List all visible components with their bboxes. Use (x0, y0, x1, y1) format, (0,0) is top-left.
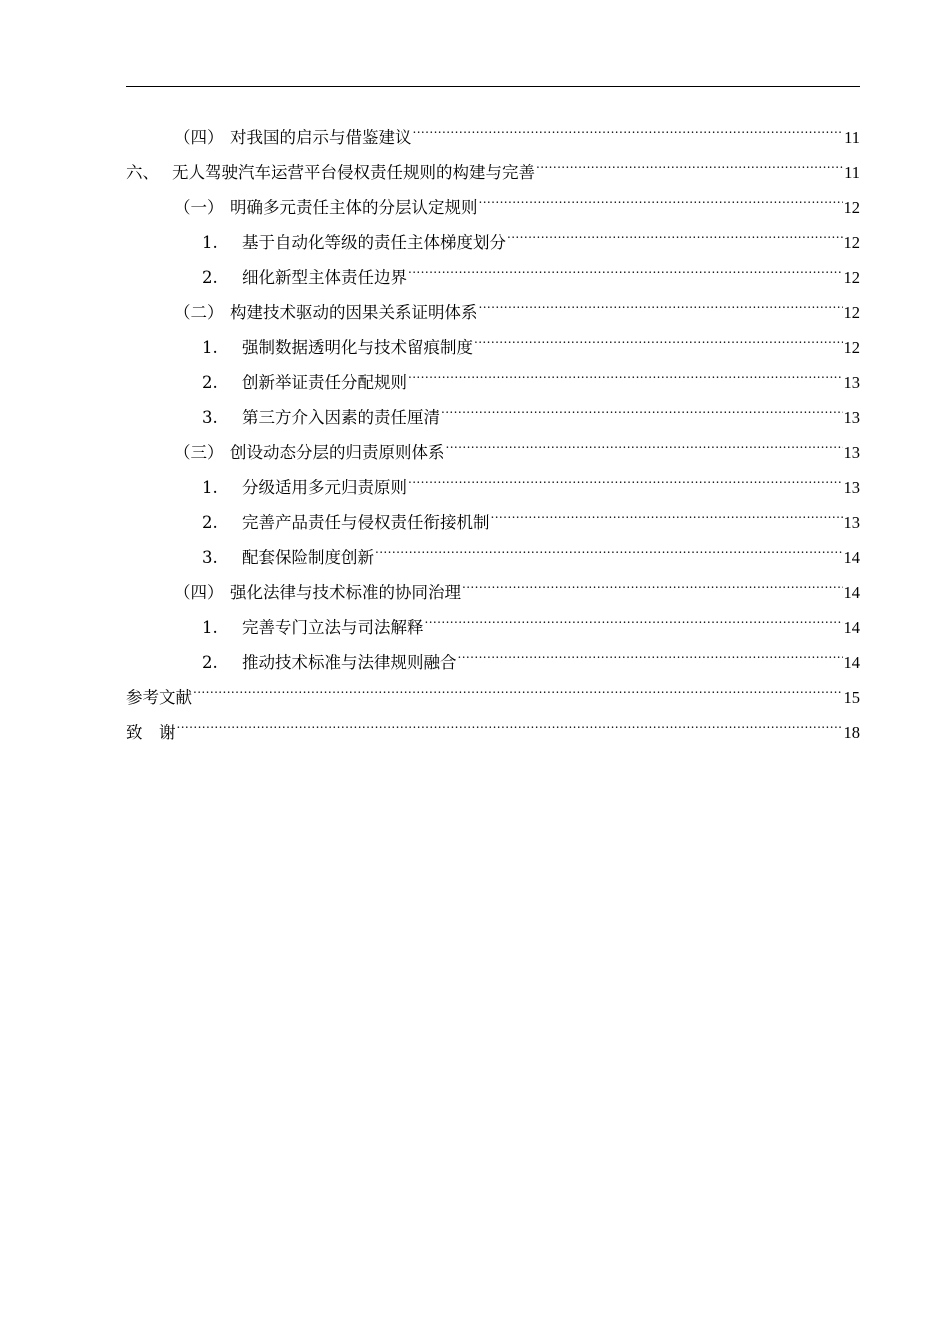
toc-entry-number: （四） (174, 583, 224, 602)
toc-entry-title: 细化新型主体责任边界 (242, 268, 407, 287)
toc-dot-leader (536, 143, 843, 178)
toc-dot-leader (479, 178, 843, 213)
toc-dot-leader (474, 318, 843, 353)
toc-dot-leader (491, 493, 843, 528)
toc-entry-title: 分级适用多元归责原则 (242, 478, 407, 497)
toc-dot-leader (507, 213, 843, 248)
toc-entry-page: 18 (843, 723, 860, 742)
toc-entry-page: 12 (843, 338, 860, 357)
toc-dot-leader (193, 668, 843, 703)
toc-entry-page: 14 (843, 583, 860, 602)
toc-dot-leader (375, 528, 843, 563)
toc-dot-leader (413, 108, 844, 143)
toc-entry-number: 1. (202, 233, 218, 252)
toc-entry-title: 配套保险制度创新 (242, 548, 374, 567)
toc-entry-number: （一） (174, 198, 224, 217)
toc-entry-title: 致 谢 (126, 723, 176, 742)
toc-entry-page: 13 (843, 408, 860, 427)
toc-entry-page: 14 (843, 548, 860, 567)
toc-dot-leader (441, 388, 843, 423)
toc-entry-title: 创设动态分层的归责原则体系 (230, 443, 445, 462)
toc-entry-page: 12 (843, 233, 860, 252)
toc-entry-title: 推动技术标准与法律规则融合 (242, 653, 457, 672)
toc-entry-page: 11 (844, 163, 860, 182)
toc-entry-page: 13 (843, 478, 860, 497)
toc-entry-number: 六、 (126, 163, 159, 182)
toc-entry-number: 1. (202, 618, 218, 637)
toc-entry-number: 1. (202, 478, 218, 497)
toc-entry-page: 14 (843, 618, 860, 637)
toc-entry-page: 13 (843, 443, 860, 462)
toc-entry-title: 基于自动化等级的责任主体梯度划分 (242, 233, 506, 252)
toc-entry-number: 2. (202, 268, 218, 287)
toc-entry-number: 2. (202, 373, 218, 392)
toc-dot-leader (425, 598, 843, 633)
toc-entry-number: 3. (202, 408, 218, 427)
toc-entry-title: 明确多元责任主体的分层认定规则 (230, 198, 478, 217)
table-of-contents (126, 108, 860, 742)
toc-entry-number: 2. (202, 653, 218, 672)
toc-dot-leader (446, 423, 843, 458)
toc-entry-page: 14 (843, 653, 860, 672)
toc-entry-title: 构建技术驱动的因果关系证明体系 (230, 303, 478, 322)
toc-entry-number: 3. (202, 548, 218, 567)
toc-entry-page: 12 (843, 303, 860, 322)
toc-entry-title: 创新举证责任分配规则 (242, 373, 407, 392)
toc-dot-leader (479, 283, 843, 318)
toc-entry-title: 参考文献 (126, 688, 192, 707)
toc-entry[interactable] (126, 108, 860, 147)
toc-entry-page: 13 (843, 373, 860, 392)
toc-dot-leader (408, 458, 843, 493)
toc-entry-title: 对我国的启示与借鉴建议 (230, 128, 412, 147)
toc-entry-number: 1. (202, 338, 218, 357)
toc-entry-page: 12 (843, 268, 860, 287)
toc-entry-title: 强制数据透明化与技术留痕制度 (242, 338, 473, 357)
header-rule (126, 86, 860, 87)
toc-dot-leader (177, 703, 843, 738)
toc-entry-title: 完善专门立法与司法解释 (242, 618, 424, 637)
toc-entry-title: 无人驾驶汽车运营平台侵权责任规则的构建与完善 (172, 163, 535, 182)
toc-entry-title: 完善产品责任与侵权责任衔接机制 (242, 513, 490, 532)
toc-dot-leader (408, 353, 843, 388)
toc-entry-page: 11 (844, 128, 860, 147)
toc-entry-number: （二） (174, 303, 224, 322)
toc-dot-leader (408, 248, 843, 283)
toc-entry-page: 15 (843, 688, 860, 707)
toc-entry-page: 13 (843, 513, 860, 532)
toc-entry-page: 12 (843, 198, 860, 217)
toc-entry-number: （三） (174, 443, 224, 462)
toc-entry-title: 强化法律与技术标准的协同治理 (230, 583, 461, 602)
toc-entry[interactable] (126, 668, 860, 707)
toc-entry-title: 第三方介入因素的责任厘清 (242, 408, 440, 427)
toc-dot-leader (462, 563, 843, 598)
toc-entry[interactable] (126, 703, 860, 742)
toc-dot-leader (458, 633, 843, 668)
toc-entry-number: （四） (174, 128, 224, 147)
toc-entry-number: 2. (202, 513, 218, 532)
